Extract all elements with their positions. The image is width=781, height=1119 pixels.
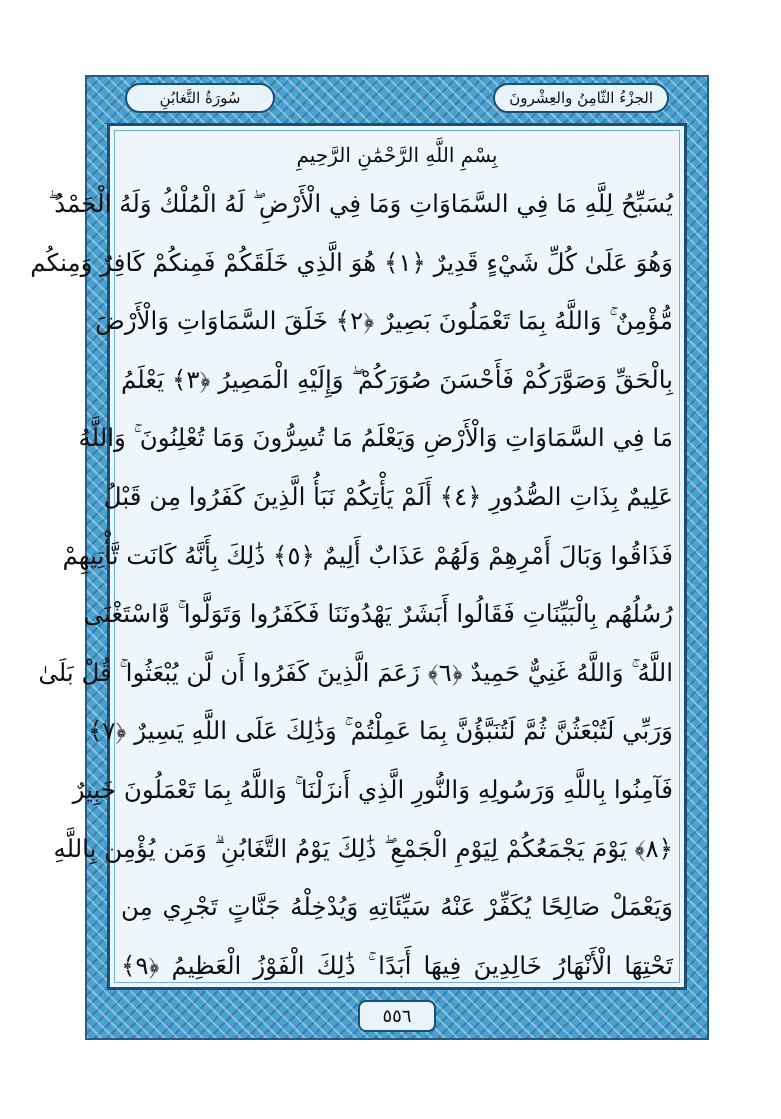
text-line: فَآمِنُوا بِاللَّهِ وَرَسُولِهِ وَالنُّورِ الَّذِي أَنزَلْنَا ۚ وَاللَّهُ بِمَا تَعْمَلُونَ خَبِيرٌ (72, 774, 673, 804)
page-header (125, 83, 669, 119)
text-line: وَرَبِّي لَتُبْعَثُنَّ ثُمَّ لَتُنَبَّؤُنَّ بِمَا عَمِلْتُمْ ۚ وَذَٰلِكَ عَلَى اللَّهِ يَسِيرٌ ﴿٧﴾ (88, 716, 673, 746)
text-line: ﴿٨﴾ يَوْمَ يَجْمَعُكُمْ لِيَوْمِ الْجَمْعِ ۖ ذَٰلِكَ يَوْمُ التَّغَابُنِ ۗ وَمَن يُؤْمِن بِاللَّهِ (53, 833, 673, 863)
text-line: تَحْتِهَا الْأَنْهَارُ خَالِدِينَ فِيهَا أَبَدًا ۚ ذَٰلِكَ الْفَوْزُ الْعَظِيمُ ﴿٩﴾ (121, 950, 673, 980)
text-line: فَذَاقُوا وَبَالَ أَمْرِهِمْ وَلَهُمْ عَذَابٌ أَلِيمٌ ﴿٥﴾ ذَٰلِكَ بِأَنَّهُ كَانَت تَّأْتِيهِمْ (62, 540, 673, 570)
text-line: عَلِيمٌ بِذَاتِ الصُّدُورِ ﴿٤﴾ أَلَمْ يَأْتِكُمْ نَبَأُ الَّذِينَ كَفَرُوا مِن قَبْلُ (103, 481, 673, 511)
quran-text (30, 135, 673, 980)
text-line: اللَّهُ ۚ وَاللَّهُ غَنِيٌّ حَمِيدٌ ﴿٦﴾ زَعَمَ الَّذِينَ كَفَرُوا أَن لَّن يُبْعَثُوا ۚ قُلْ بَلَىٰ (38, 657, 673, 687)
text-line: بِالْحَقِّ وَصَوَّرَكُمْ فَأَحْسَنَ صُوَرَكُمْ ۖ وَإِلَيْهِ الْمَصِيرُ ﴿٣﴾ يَعْلَمُ (121, 364, 673, 394)
text-line: وَيَعْمَلْ صَالِحًا يُكَفِّرْ عَنْهُ سَيِّئَاتِهِ وَيُدْخِلْهُ جَنَّاتٍ تَجْرِي مِن (121, 892, 673, 922)
text-line: وَهُوَ عَلَىٰ كُلِّ شَيْءٍ قَدِيرٌ ﴿١﴾ هُوَ الَّذِي خَلَقَكُمْ فَمِنكُمْ كَافِرٌ وَمِنكُم (30, 247, 673, 277)
text-line: مُّؤْمِنٌ ۚ وَاللَّهُ بِمَا تَعْمَلُونَ بَصِيرٌ ﴿٢﴾ خَلَقَ السَّمَاوَاتِ وَالْأَرْضَ (95, 306, 673, 336)
text-line: مَا فِي السَّمَاوَاتِ وَالْأَرْضِ وَيَعْلَمُ مَا تُسِرُّونَ وَمَا تُعْلِنُونَ ۚ وَاللَّهُ (78, 423, 673, 453)
text-line: رُسُلُهُم بِالْبَيِّنَاتِ فَقَالُوا أَبَشَرٌ يَهْدُونَنَا فَكَفَرُوا وَتَوَلَّوا ۚ وَّاسْتَغْنَى (83, 599, 673, 629)
basmala: بِسْمِ اللَّهِ الرَّحْمَٰنِ الرَّحِيمِ (296, 143, 498, 167)
page-number: ٥٥٦ (358, 1000, 436, 1032)
mushaf-page (30, 75, 709, 1040)
juz-label: الجزْءُ الثّامِنُ والعِشْرونَ (493, 83, 669, 113)
text-line: يُسَبِّحُ لِلَّهِ مَا فِي السَّمَاوَاتِ وَمَا فِي الْأَرْضِ ۖ لَهُ الْمُلْكُ وَلَهُ الْحَمْدُ ۖ (48, 189, 673, 218)
surah-label: سُورَةُ التَّغابُنِ (125, 83, 275, 113)
